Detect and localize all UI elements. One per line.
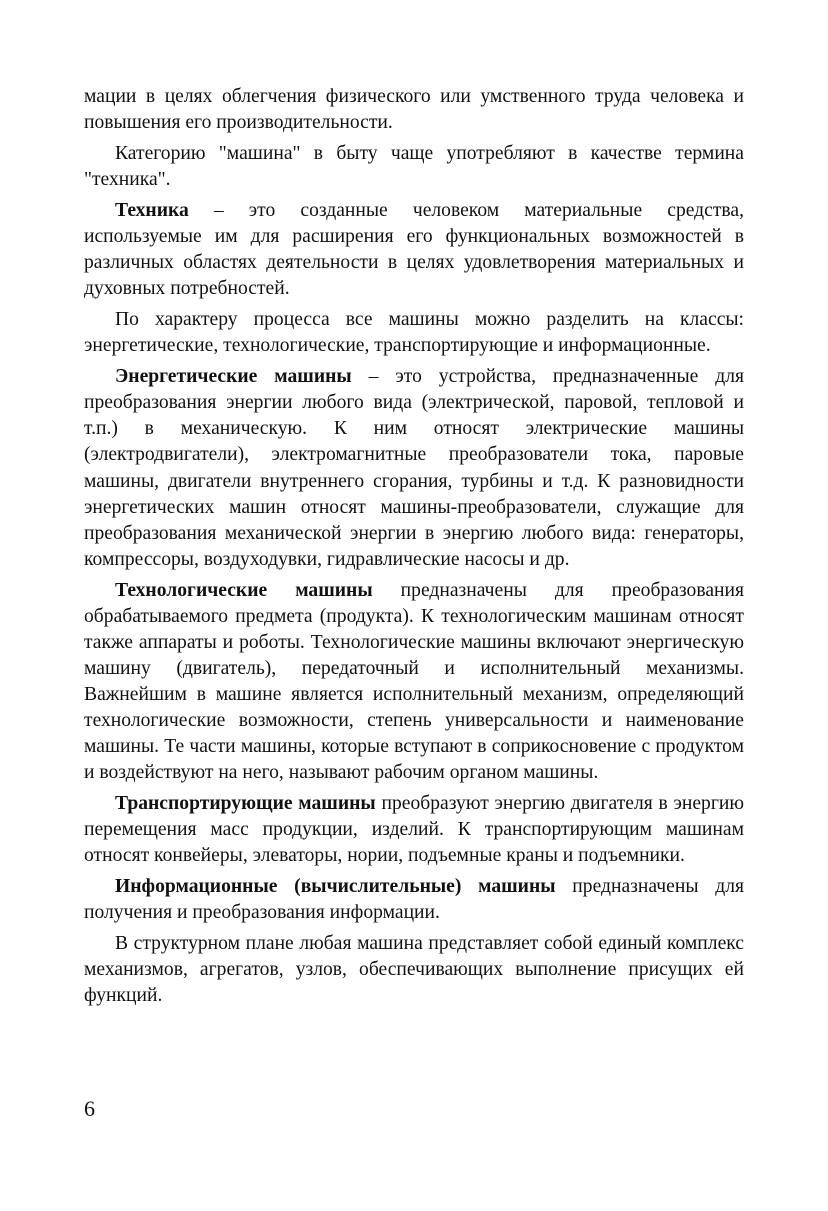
paragraph-machine-category — [84, 141, 744, 193]
paragraph-information-machines — [84, 874, 744, 926]
paragraph-text: – это устройства, предназначенные для преобразования энергии любого вида (электрической, паровой, тепловой и т.п.) в механическую. К ним относят электрические машины (электродвигатели), электромагнитные преобразователи тока, паровые машины, двигатели внутреннего сгорания, турбины и т.д. К разновидности энергетических машин относят машины-преобразователи, служащие для преобразования механической энергии в энергию любого вида: генераторы, компрессоры, воздуходувки, гидравлические насосы и др. — [84, 366, 744, 570]
paragraph-text: преобразуют энергию двигателя в энергию перемещения масс продукции, изделий. К транспортирующим машинам относят конвейеры, элеваторы, нории, подъемные краны и подъемники. — [84, 793, 744, 867]
paragraph-continuation — [84, 84, 744, 136]
paragraph-text: предназначены для преобразования обрабатываемого предмета (продукта). К технологическим машинам относят также аппараты и роботы. Технологические машины включают энергическую машину (двигатель), передаточный и исполнительный механизмы. Важнейшим в машине является исполнительный механизм, определяющий технологические возможности, степень универсальности и наименование машины. Те части машины, которые вступают в соприкосновение с продуктом и воздействуют на него, называют рабочим органом машины. — [84, 579, 745, 784]
page-number: 6 — [84, 1096, 95, 1121]
term-energy-machines: Энергетические машины — [115, 366, 352, 388]
paragraph-technology-definition — [84, 198, 744, 302]
page-body — [84, 84, 744, 1014]
paragraph-technological-machines — [84, 578, 744, 787]
paragraph-machine-classes — [84, 307, 744, 359]
term-information-machines: Информационные (вычислительные) машины — [115, 876, 556, 898]
paragraph-machine-structure — [84, 931, 744, 1009]
paragraph-text: Категорию "машина" в быту чаще употребляют в качестве термина "техника". — [84, 142, 744, 191]
paragraph-text: – это созданные человеком материальные средства, используемые им для расширения его функциональных возможностей в различных областях деятельности в целях удовлетворения материальных и духовных потребностей. — [84, 199, 744, 300]
paragraph-text: мации в целях облегчения физического или умственного труда человека и повышения его производительности. — [84, 86, 744, 134]
term-transport-machines: Транспортирующие машины — [115, 793, 376, 815]
term-technology: Техника — [115, 199, 189, 221]
paragraph-energy-machines — [84, 364, 744, 573]
paragraph-text: По характеру процесса все машины можно разделить на классы: энергетические, технологические, транспортирующие и информационные. — [84, 309, 744, 357]
term-technological-machines: Технологические машины — [115, 579, 373, 601]
paragraph-text: предназначены для получения и преобразования информации. — [84, 876, 744, 924]
paragraph-transport-machines — [84, 791, 744, 869]
paragraph-text: В структурном плане любая машина представляет собой единый комплекс механизмов, агрегатов, узлов, обеспечивающих выполнение присущих ей функций. — [84, 933, 744, 1007]
